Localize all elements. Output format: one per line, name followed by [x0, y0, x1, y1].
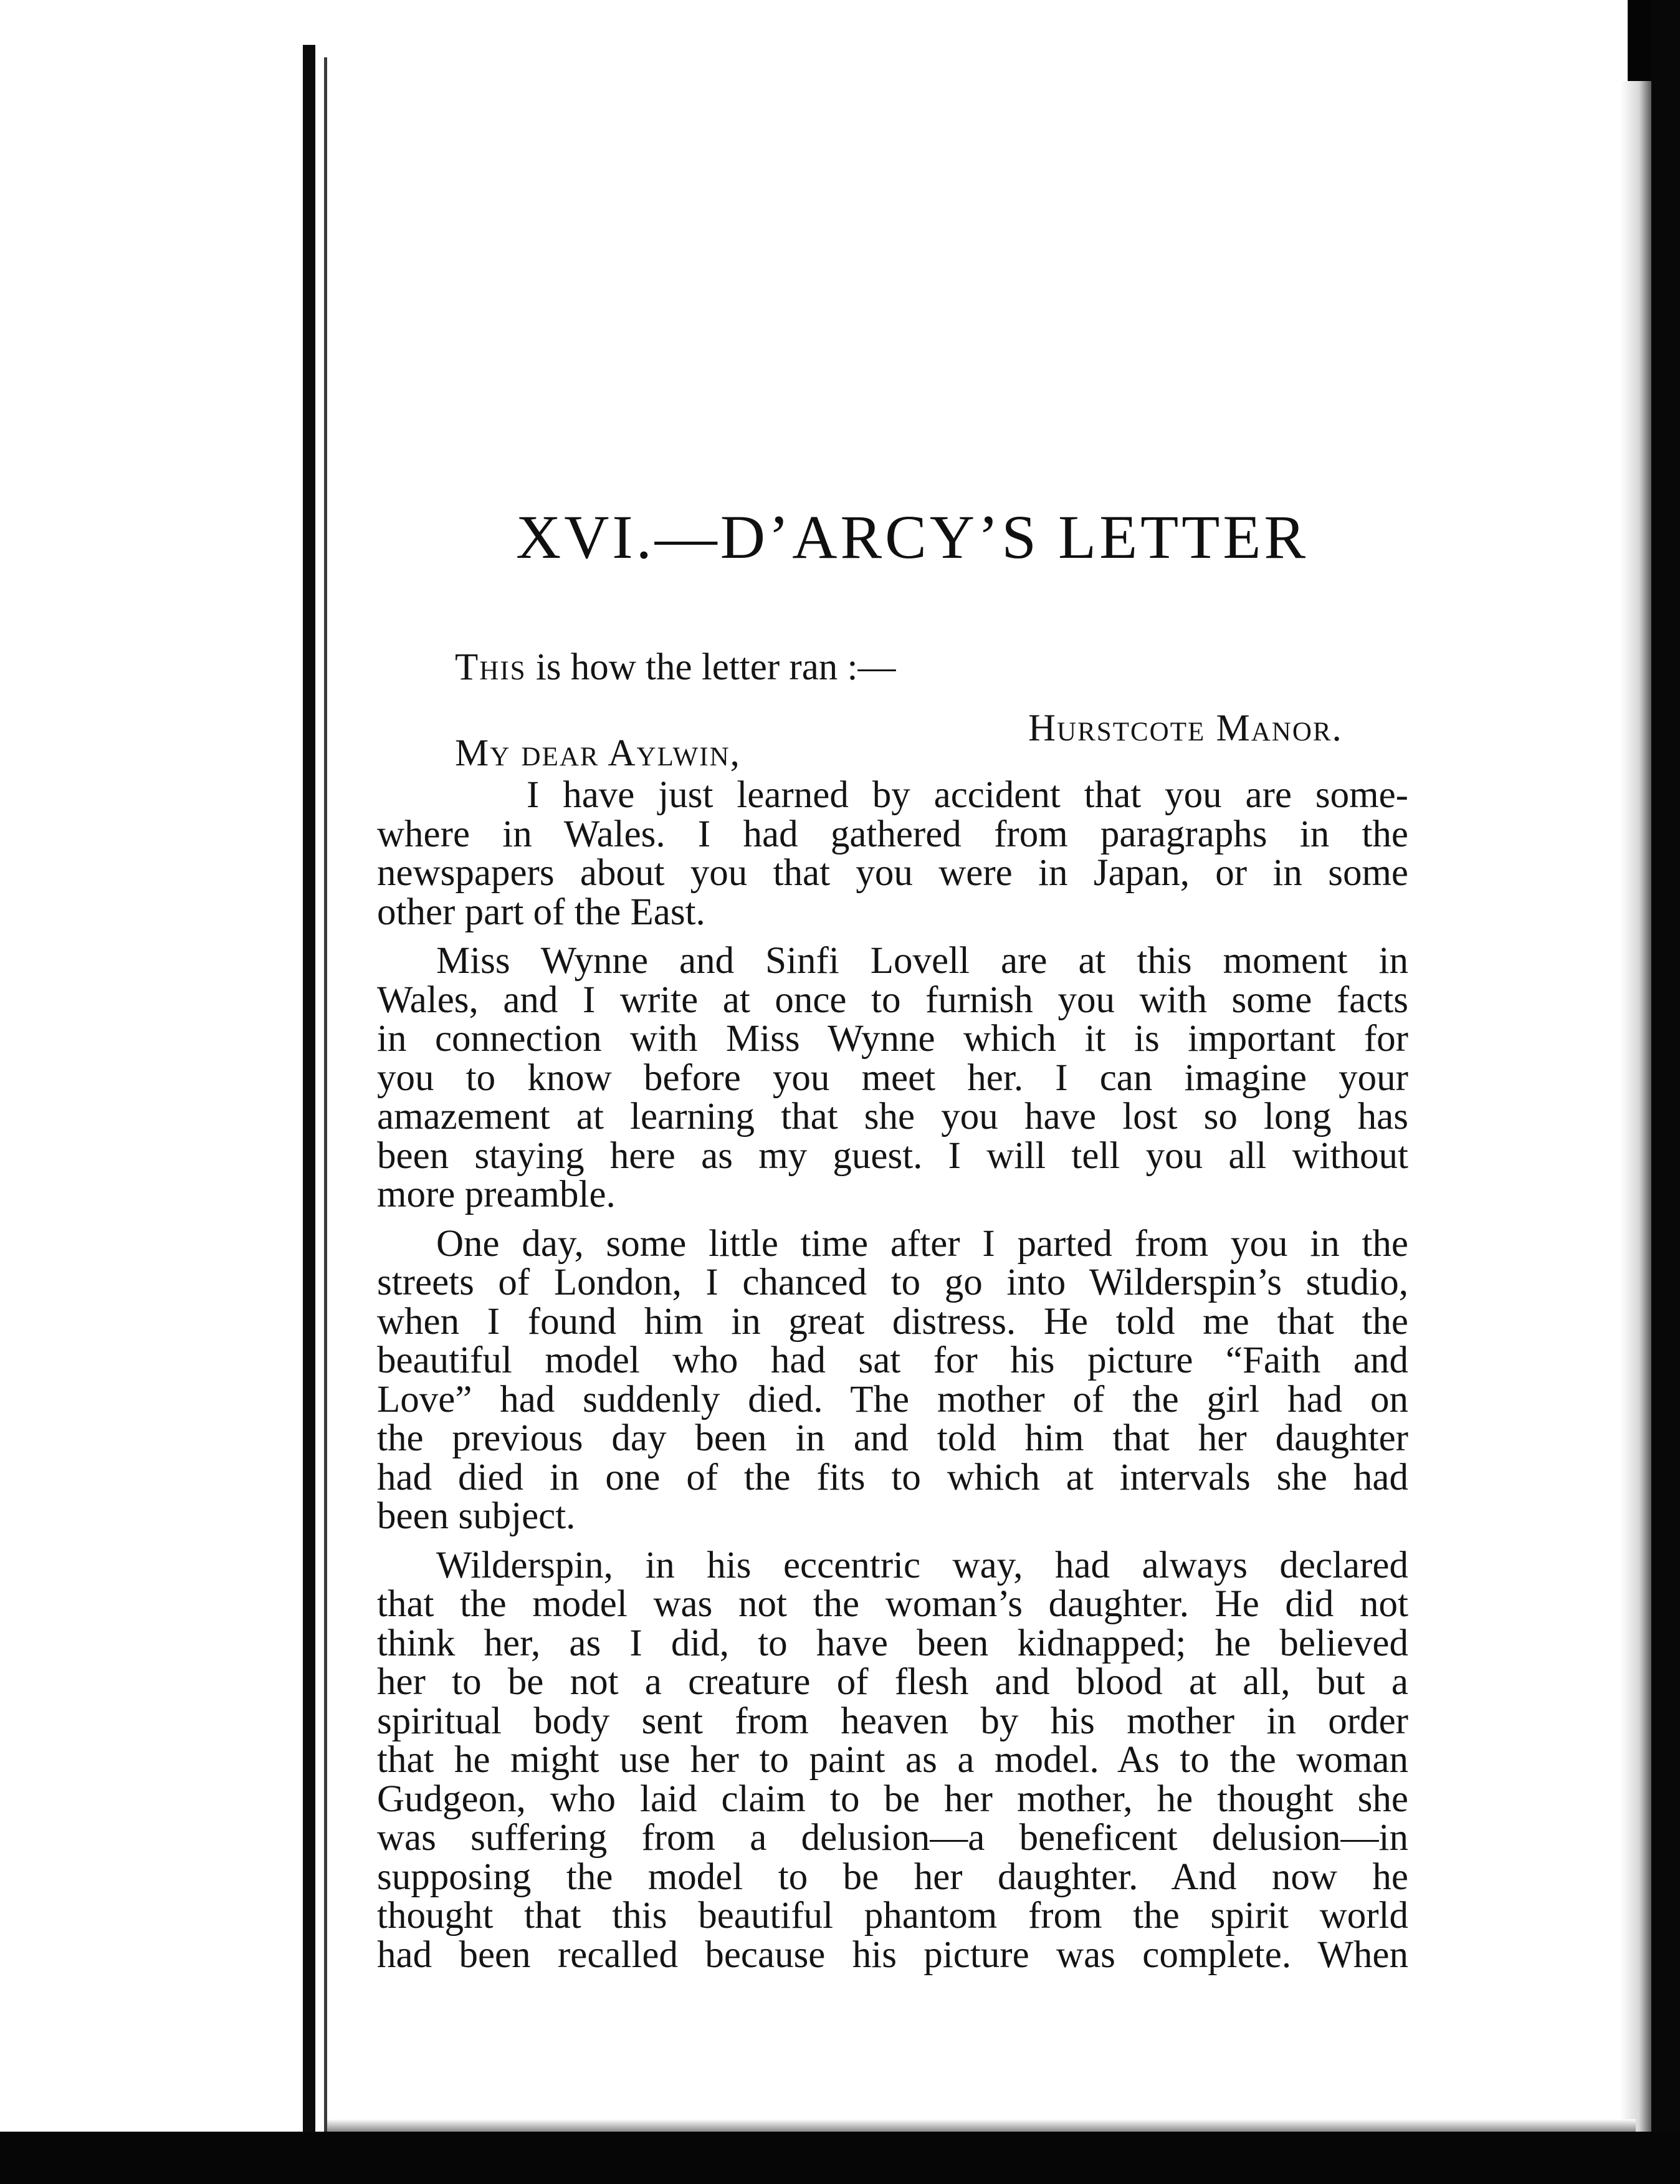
letter-address: Hurstcote Manor.: [1028, 707, 1343, 749]
text-line: other part of the East.: [377, 891, 705, 933]
intro-line: [455, 648, 895, 686]
text-line: Gudgeon, who laid claim to be her mother, he thought she: [377, 1778, 1408, 1820]
intro-rest: is how the letter ran :—: [526, 646, 896, 688]
text-line: amazement at learning that she you have lost so long has: [377, 1096, 1408, 1138]
text-line: Love” had suddenly died. The mother of the girl had on: [377, 1378, 1408, 1420]
text-line: thought that this beautiful phantom from the spirit world: [377, 1895, 1408, 1937]
text-line: had died in one of the fits to which at intervals she had: [377, 1456, 1408, 1498]
text-line: spiritual body sent from heaven by his mother in order: [377, 1700, 1408, 1742]
chapter-title: XVI.—D’ARCY’S LETTER: [516, 502, 1309, 572]
text-line: where in Wales. I had gathered from paragraphs in the: [377, 813, 1408, 855]
book-gutter-shadow: [324, 57, 327, 2145]
text-line: supposing the model to be her daughter. And now he: [377, 1856, 1408, 1898]
text-line: been subject.: [377, 1495, 576, 1537]
intro-initial-word: This: [455, 646, 527, 688]
paragraph-3: [377, 1222, 1408, 1537]
text-line: Miss Wynne and Sinfi Lovell are at this moment in: [436, 940, 1408, 982]
text-line: One day, some little time after I parted from you in the: [436, 1222, 1408, 1265]
page-bottom-edge: [327, 2119, 1636, 2132]
text-line: more preamble.: [377, 1174, 616, 1215]
text-line: Wilderspin, in his eccentric way, had always declared: [436, 1544, 1408, 1586]
text-line: was suffering from a delusion—a beneficent delusion—in: [377, 1817, 1408, 1859]
text-line: newspapers about you that you were in Japan, or in some: [377, 852, 1408, 894]
text-line: the previous day been in and told him that her daughter: [377, 1417, 1408, 1459]
letter-salutation: My dear Aylwin,: [455, 732, 741, 774]
scan-right-border: [1651, 0, 1680, 2184]
text-line: had been recalled because his picture was complete. When: [377, 1933, 1408, 1976]
text-line: you to know before you meet her. I can imagine your: [377, 1056, 1408, 1099]
paragraph-4: [377, 1546, 1408, 1975]
text-line: think her, as I did, to have been kidnapped; he believed: [377, 1622, 1408, 1664]
text-line: in connection with Miss Wynne which it is important for: [377, 1018, 1408, 1060]
text-line: beautiful model who had sat for his picture “Faith and: [377, 1339, 1408, 1381]
text-line: that the model was not the woman’s daughter. He did not: [377, 1583, 1408, 1625]
text-line: Wales, and I write at once to furnish you with some facts: [377, 979, 1408, 1021]
text-line: streets of London, I chanced to go into Wilderspin’s studio,: [377, 1262, 1408, 1303]
scan-top-margin: [0, 0, 1680, 81]
text-line: when I found him in great distress. He told me that the: [377, 1300, 1408, 1343]
text-line: been staying here as my guest. I will tell you all without: [377, 1134, 1408, 1177]
text-line: I have just learned by accident that you are some-: [527, 774, 1408, 816]
page-edge-curl: [1620, 81, 1651, 2132]
scan-bottom-border: [0, 2132, 1680, 2184]
letter-body: [377, 776, 1408, 1985]
paragraph-2: [377, 942, 1408, 1215]
paragraph-1: [377, 776, 1408, 932]
text-line: that he might use her to paint as a model. As to the woman: [377, 1739, 1408, 1781]
text-line: her to be not a creature of flesh and blood at all, but a: [377, 1661, 1408, 1703]
book-gutter-line: [303, 45, 315, 2145]
